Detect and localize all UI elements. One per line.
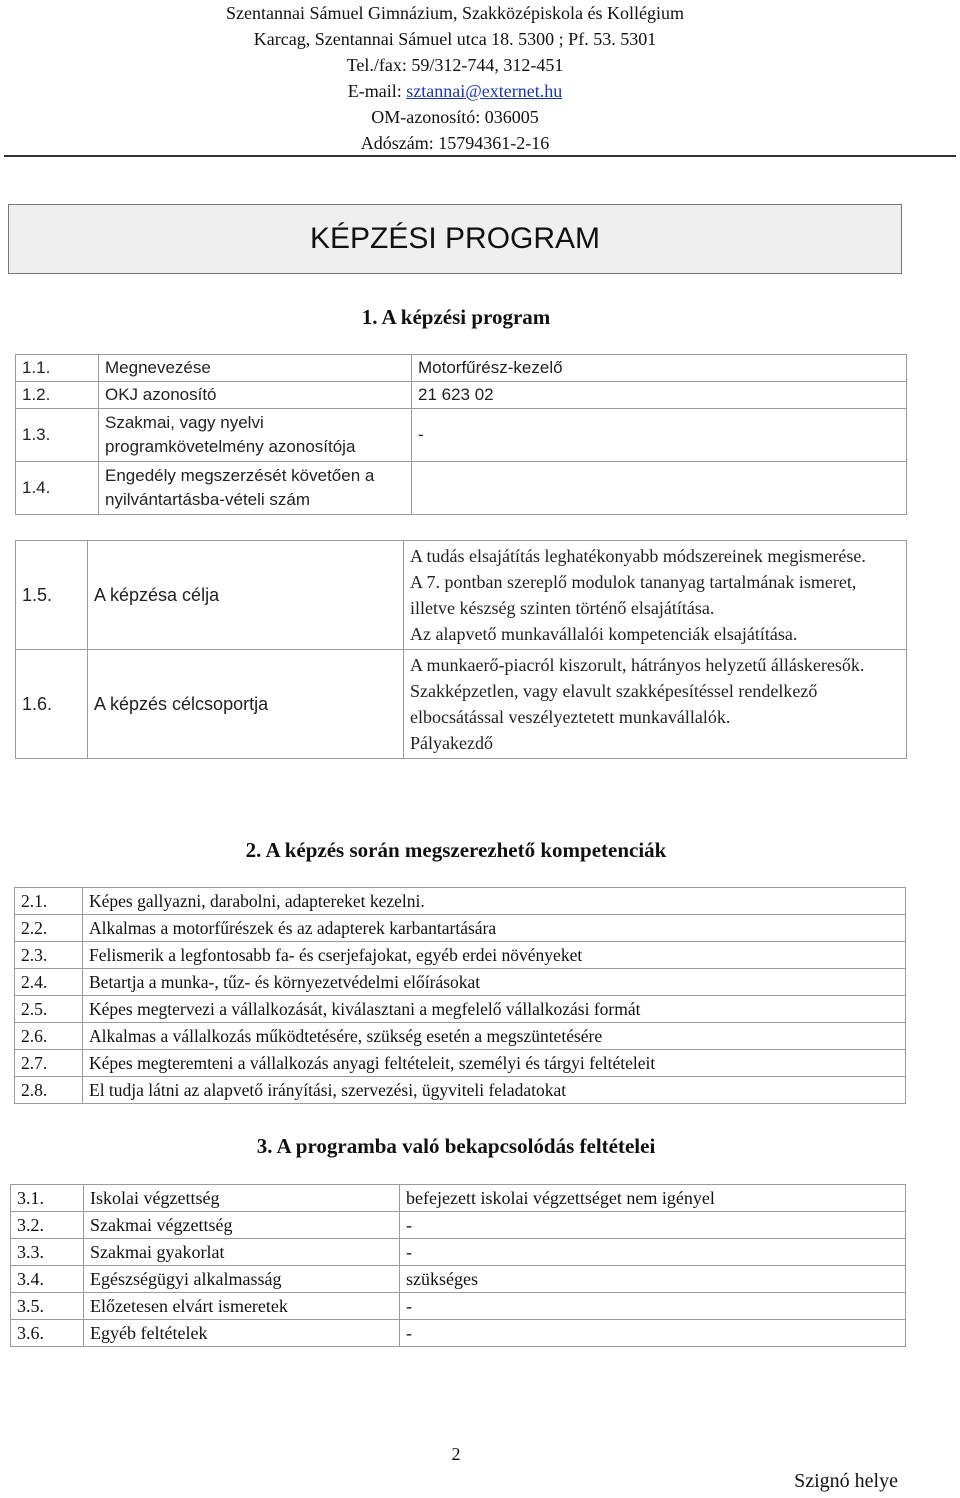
row-label: A képzés célcsoportja	[88, 650, 404, 759]
row-number: 3.5.	[11, 1293, 84, 1320]
row-value: -	[400, 1293, 906, 1320]
row-label: Engedély megszerzését követően a nyilvántartásba-vételi szám	[99, 462, 412, 515]
row-number: 2.3.	[15, 942, 83, 969]
row-number: 2.1.	[15, 888, 83, 915]
section-2-heading: 2. A képzés során megszerezhető kompetenciák	[245, 838, 667, 862]
row-number: 1.2.	[16, 382, 99, 409]
row-number: 1.5.	[16, 541, 88, 650]
goal-line: A 7. pontban szereplő modulok tananyag tartalmának ismeret, illetve készség szinten történő elsajátítása.	[410, 572, 857, 618]
row-number: 1.1.	[16, 355, 99, 382]
row-number: 1.3.	[16, 409, 99, 462]
competency-text: Alkalmas a vállalkozás működtetésére, szükség esetén a megszüntetésére	[83, 1023, 906, 1050]
table-row	[16, 462, 907, 515]
row-number: 3.4.	[11, 1266, 84, 1293]
table-row	[11, 1212, 906, 1239]
row-value: szükséges	[400, 1266, 906, 1293]
section-1-heading: 1. A képzési program	[361, 305, 551, 329]
competency-text: Képes megtervezi a vállalkozását, kiválasztani a megfelelő vállalkozási formát	[83, 996, 906, 1023]
table-row	[16, 541, 907, 650]
competency-text: El tudja látni az alapvető irányítási, szervezési, ügyviteli feladatokat	[83, 1077, 906, 1104]
email-prefix: E-mail:	[347, 81, 407, 101]
letterhead	[0, 0, 910, 156]
goal-line: A tudás elsajátítás leghatékonyabb módszereinek megismerése.	[410, 546, 866, 566]
table-row	[16, 650, 907, 759]
competency-text: Képes gallyazni, darabolni, adaptereket kezelni.	[83, 888, 906, 915]
row-value: befejezett iskolai végzettséget nem igényel	[400, 1185, 906, 1212]
table-row	[16, 382, 907, 409]
table-row	[11, 1320, 906, 1347]
om-id: OM-azonosító: 036005	[371, 107, 539, 127]
table-row	[11, 1266, 906, 1293]
target-line: Szakképzetlen, vagy elavult szakképesítéssel rendelkező elbocsátással veszélyeztetett munkavállalók.	[410, 681, 818, 727]
row-label: Iskolai végzettség	[84, 1185, 400, 1212]
table-row	[16, 355, 907, 382]
row-value: Motorfűrész-kezelő	[412, 355, 907, 382]
row-number: 2.5.	[15, 996, 83, 1023]
row-number: 1.4.	[16, 462, 99, 515]
table-row	[15, 996, 906, 1023]
competency-text: Betartja a munka-, tűz- és környezetvédelmi előírásokat	[83, 969, 906, 996]
phone-fax: Tel./fax: 59/312-744, 312-451	[346, 55, 564, 75]
table-row	[15, 888, 906, 915]
table-row	[15, 969, 906, 996]
row-value: -	[412, 409, 907, 462]
table-row	[11, 1293, 906, 1320]
competencies-table	[14, 887, 906, 1104]
row-label: Egészségügyi alkalmasság	[84, 1266, 400, 1293]
row-number: 2.8.	[15, 1077, 83, 1104]
table-row	[15, 915, 906, 942]
row-number: 3.1.	[11, 1185, 84, 1212]
address: Karcag, Szentannai Sámuel utca 18. 5300 ; Pf. 53. 5301	[253, 29, 657, 49]
email-line	[0, 78, 910, 104]
table-row	[15, 942, 906, 969]
table-row	[15, 1077, 906, 1104]
row-number: 2.6.	[15, 1023, 83, 1050]
entry-conditions-table	[10, 1184, 906, 1347]
row-number: 3.3.	[11, 1239, 84, 1266]
row-number: 3.6.	[11, 1320, 84, 1347]
row-label: OKJ azonosító	[99, 382, 412, 409]
row-label: Előzetesen elvárt ismeretek	[84, 1293, 400, 1320]
target-line: A munkaerő-piacról kiszorult, hátrányos helyzetű álláskeresők.	[410, 655, 865, 675]
email-link[interactable]: sztannai@externet.hu	[406, 81, 563, 101]
row-value: -	[400, 1320, 906, 1347]
row-label: Szakmai gyakorlat	[84, 1239, 400, 1266]
table-row	[11, 1239, 906, 1266]
row-value: 21 623 02	[412, 382, 907, 409]
row-label: Egyéb feltételek	[84, 1320, 400, 1347]
row-number: 2.2.	[15, 915, 83, 942]
goals-table	[15, 540, 907, 759]
table-row	[11, 1185, 906, 1212]
row-value	[412, 462, 907, 515]
tax-id: Adószám: 15794361-2-16	[360, 133, 550, 153]
school-name: Szentannai Sámuel Gimnázium, Szakközépiskola és Kollégium	[226, 3, 684, 23]
row-label: A képzésa célja	[88, 541, 404, 650]
row-number: 3.2.	[11, 1212, 84, 1239]
table-row	[15, 1050, 906, 1077]
row-value: -	[400, 1212, 906, 1239]
competency-text: Felismerik a legfontosabb fa- és cserjefajokat, egyéb erdei növényeket	[83, 942, 906, 969]
target-group-description	[404, 650, 907, 759]
row-label: Megnevezése	[99, 355, 412, 382]
row-value: -	[400, 1239, 906, 1266]
page-number: 2	[451, 1444, 461, 1464]
goal-description	[404, 541, 907, 650]
signature-placeholder: Szignó helye	[794, 1470, 898, 1492]
row-label: Szakmai végzettség	[84, 1212, 400, 1239]
goal-line: Az alapvető munkavállalói kompetenciák elsajátítása.	[410, 624, 798, 644]
competency-text: Képes megteremteni a vállalkozás anyagi feltételeit, személyi és tárgyi feltételeit	[83, 1050, 906, 1077]
row-number: 1.6.	[16, 650, 88, 759]
competency-text: Alkalmas a motorfűrészek és az adapterek karbantartására	[83, 915, 906, 942]
table-row	[16, 409, 907, 462]
table-row	[15, 1023, 906, 1050]
row-number: 2.4.	[15, 969, 83, 996]
section-3-heading: 3. A programba való bekapcsolódás feltételei	[256, 1134, 656, 1158]
program-details-table	[15, 354, 907, 515]
row-label: Szakmai, vagy nyelvi programkövetelmény azonosítója	[99, 409, 412, 462]
target-line: Pályakezdő	[410, 733, 493, 753]
header-divider	[4, 155, 956, 157]
row-number: 2.7.	[15, 1050, 83, 1077]
document-title: KÉPZÉSI PROGRAM	[8, 204, 902, 274]
